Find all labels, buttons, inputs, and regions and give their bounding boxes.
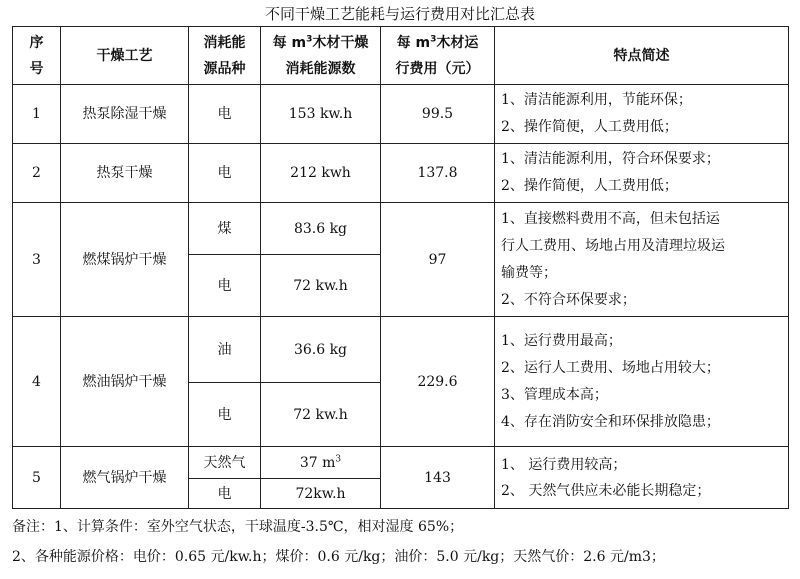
table-row xyxy=(13,447,789,479)
note-line: 备注：1、计算条件：室外空气状态，干球温度-3.5℃，相对湿度 65%； xyxy=(12,519,464,535)
note-line: 2、各种能源价格：电价：0.65 元/kw.h；煤价：0.6 元/kg；油价：5.0 元/kg；天然气价：2.6 元/m3； xyxy=(12,549,665,565)
row-cost: 99.5 xyxy=(381,85,495,144)
header-row xyxy=(13,27,789,85)
row-energy-type: 电 xyxy=(189,255,261,317)
row-seq: 1 xyxy=(13,85,61,144)
row-energy-amount: 153 kw.h xyxy=(261,85,381,144)
row-energy-amount: 83.6 kg xyxy=(261,203,381,255)
row-cost: 97 xyxy=(381,203,495,317)
row-process: 燃煤锅炉干燥 xyxy=(61,203,189,317)
row-process: 燃油锅炉干燥 xyxy=(61,317,189,447)
row-energy-type: 天然气 xyxy=(189,447,261,479)
row-process: 燃气锅炉干燥 xyxy=(61,447,189,509)
row-cost: 143 xyxy=(381,447,495,509)
header-energy-type: 消耗能 源品种 xyxy=(189,27,261,85)
row-features: 1、清洁能源利用，节能环保； 2、操作简便，人工费用低； xyxy=(495,85,789,144)
row-seq: 5 xyxy=(13,447,61,509)
header-features: 特点简述 xyxy=(495,27,789,85)
row-energy-type: 电 xyxy=(189,479,261,509)
row-features: 1、清洁能源利用，符合环保要求； 2、操作简便，人工费用低； xyxy=(495,144,789,203)
row-energy-amount: 212 kwh xyxy=(261,144,381,203)
header-seq: 序 号 xyxy=(13,27,61,85)
row-energy-amount: 36.6 kg xyxy=(261,317,381,383)
row-features: 1、运行费用最高； 2、运行人工费用、场地占用较大； 3、管理成本高； 4、存在消防安全和环保排放隐患； xyxy=(495,317,789,447)
row-energy-type: 电 xyxy=(189,144,261,203)
row-seq: 4 xyxy=(13,317,61,447)
row-energy-amount: 72kw.h xyxy=(261,479,381,509)
table-title: 不同干燥工艺能耗与运行费用对比汇总表 xyxy=(264,5,535,23)
row-energy-amount: 37 $m^3$ xyxy=(261,447,381,479)
row-cost: 229.6 xyxy=(381,317,495,447)
table-row xyxy=(13,203,789,255)
notes xyxy=(12,512,792,572)
row-energy-amount: 72 kw.h xyxy=(261,383,381,447)
header-process: 干燥工艺 xyxy=(61,27,189,85)
row-features: 1、 运行费用较高； 2、 天然气供应未必能长期稳定； xyxy=(495,447,789,509)
row-cost: 137.8 xyxy=(381,144,495,203)
row-seq: 2 xyxy=(13,144,61,203)
table-row xyxy=(13,317,789,383)
table-row xyxy=(13,85,789,144)
table-row xyxy=(13,144,789,203)
header-cost: 每 $m^3$木材运 行费用（元） xyxy=(381,27,495,85)
comparison-table xyxy=(12,26,789,509)
row-energy-type: 电 xyxy=(189,383,261,447)
row-energy-type: 电 xyxy=(189,85,261,144)
row-energy-amount: 72 kw.h xyxy=(261,255,381,317)
header-energy-amount: 每 $m^3$木材干燥 消耗能源数 xyxy=(261,27,381,85)
row-process: 热泵除湿干燥 xyxy=(61,85,189,144)
row-seq: 3 xyxy=(13,203,61,317)
row-features: 1、直接燃料费用不高，但未包括运 行人工费用、场地占用及清理垃圾运 输费等； 2、不符合环保要求； xyxy=(495,203,789,317)
row-energy-type: 煤 xyxy=(189,203,261,255)
row-process: 热泵干燥 xyxy=(61,144,189,203)
row-energy-type: 油 xyxy=(189,317,261,383)
